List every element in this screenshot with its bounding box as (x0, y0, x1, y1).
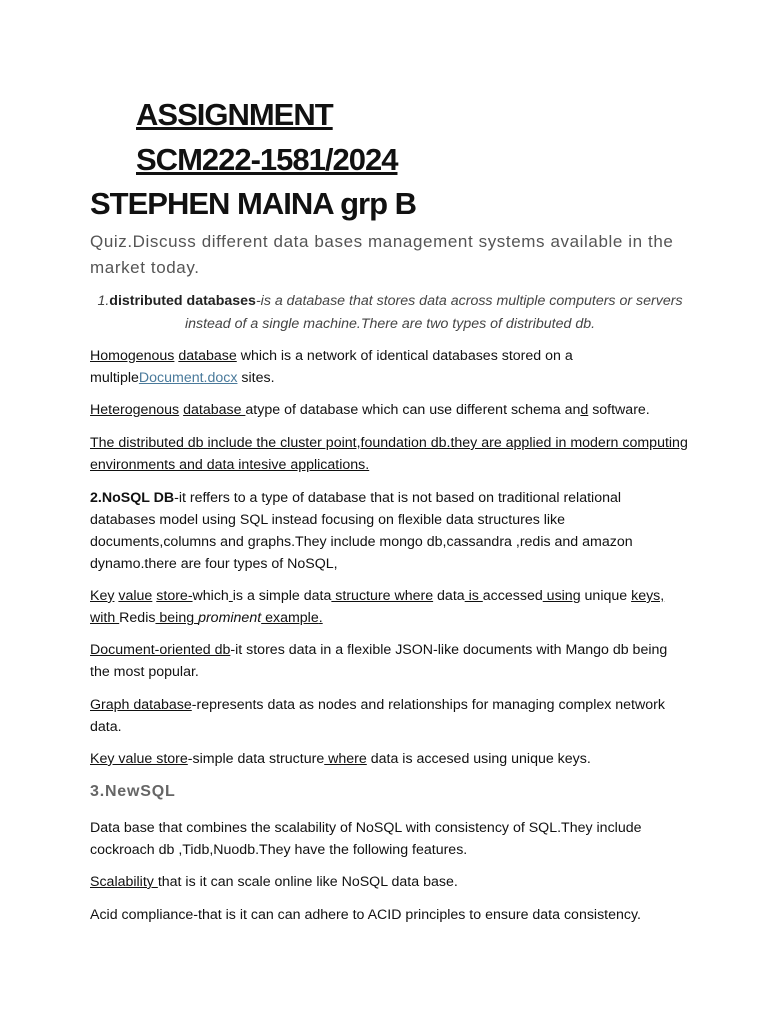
kv-word: using (542, 588, 581, 604)
document-oriented-term: Document-oriented db (90, 642, 231, 658)
kv-store-text-1: -simple data structure (187, 751, 325, 767)
student-name-heading: STEPHEN MAINA grp B (90, 186, 417, 221)
kv-word: structure (331, 588, 391, 604)
scalability-desc: that is it can scale online like NoSQL data base. (157, 874, 458, 890)
kv-word: Key (90, 588, 115, 604)
kv-text: Redis (119, 610, 156, 626)
graph-db-desc: -represents data as nodes and relationships for managing complex network data. (90, 697, 665, 735)
kv-store-where: where (324, 751, 367, 767)
homogenous-term-2: database (178, 348, 237, 364)
key-value-store-paragraph (90, 748, 690, 770)
nosql-desc: -it reffers to a type of database that is not based on traditional relational databases model using SQL instead focusing on flexible data structures like documents,columns and graphs.They include mongo db,cassandra ,redis and amazon dynamo.there are four types of NoSQL, (90, 490, 633, 572)
kv-store-term: Key value store (90, 751, 188, 767)
kv-word: value (118, 588, 153, 604)
distributed-note: The distributed db include the cluster point,foundation db.they are applied in modern computing environments and data intesive applications. (90, 435, 688, 473)
heterogenous-text-1: atype of database which can use different schema an (245, 402, 581, 418)
document-oriented-paragraph (90, 639, 690, 683)
kv-text: unique (580, 588, 628, 604)
distributed-db-item (90, 290, 690, 336)
homogenous-text-2: sites. (237, 370, 275, 386)
key-value-paragraph (90, 585, 690, 629)
nosql-term: 2.NoSQL DB (90, 490, 175, 506)
kv-word: store- (156, 588, 193, 604)
heterogenous-paragraph (90, 399, 690, 421)
kv-word: . (318, 610, 323, 626)
newsql-heading: 3.NewSQL (90, 783, 176, 800)
kv-word: example (261, 610, 319, 626)
distributed-db-term: distributed databases (109, 293, 256, 309)
kv-word: being (155, 610, 199, 626)
assignment-title: ASSIGNMENT (136, 97, 333, 132)
newsql-paragraph: Data base that combines the scalability of NoSQL with consistency of SQL.They include cockroach db ,Tidb,Nuodb.They have the following features. (90, 820, 642, 858)
kv-store-text-2: data is accesed using unique keys. (366, 751, 591, 767)
scalability-paragraph (90, 871, 690, 893)
scalability-term: Scalability (90, 874, 158, 890)
homogenous-paragraph (90, 345, 690, 389)
acid-paragraph: Acid compliance-that is it can can adhere to ACID principles to ensure data consistency. (90, 907, 641, 923)
kv-text: accessed (482, 588, 543, 604)
kv-word: is (464, 588, 483, 604)
heterogenous-u-char: d (580, 402, 589, 418)
homogenous-text-1: which is a network of identical databases stored on a multiple (90, 348, 573, 386)
graph-db-term: Graph database (90, 697, 192, 713)
heterogenous-term-2: database (183, 402, 246, 418)
kv-text: is a simple data (232, 588, 332, 604)
kv-text: data (433, 588, 465, 604)
homogenous-term: Homogenous (90, 348, 175, 364)
heterogenous-text-2: software. (588, 402, 650, 418)
heterogenous-term: Heterogenous (90, 402, 180, 418)
kv-text: which (192, 588, 229, 604)
kv-word: keys, with (90, 588, 665, 626)
nosql-paragraph (90, 487, 690, 575)
kv-word: where (390, 588, 434, 604)
graph-db-paragraph (90, 694, 690, 738)
document-oriented-desc: -it stores data in a flexible JSON-like documents with Mango db being the most popular. (90, 642, 668, 680)
course-code-title: SCM222-1581/2024 (136, 142, 398, 177)
kv-text: prominent (198, 610, 262, 626)
distributed-db-desc: -is a database that stores data across multiple computers or servers instead of a single machine.There are two types of distributed db. (184, 293, 683, 332)
quiz-question: Quiz.Discuss different data bases management systems available in the market today. (90, 232, 674, 277)
document-link[interactable]: Document.docx (138, 370, 238, 386)
item-number: 1. (97, 293, 110, 309)
